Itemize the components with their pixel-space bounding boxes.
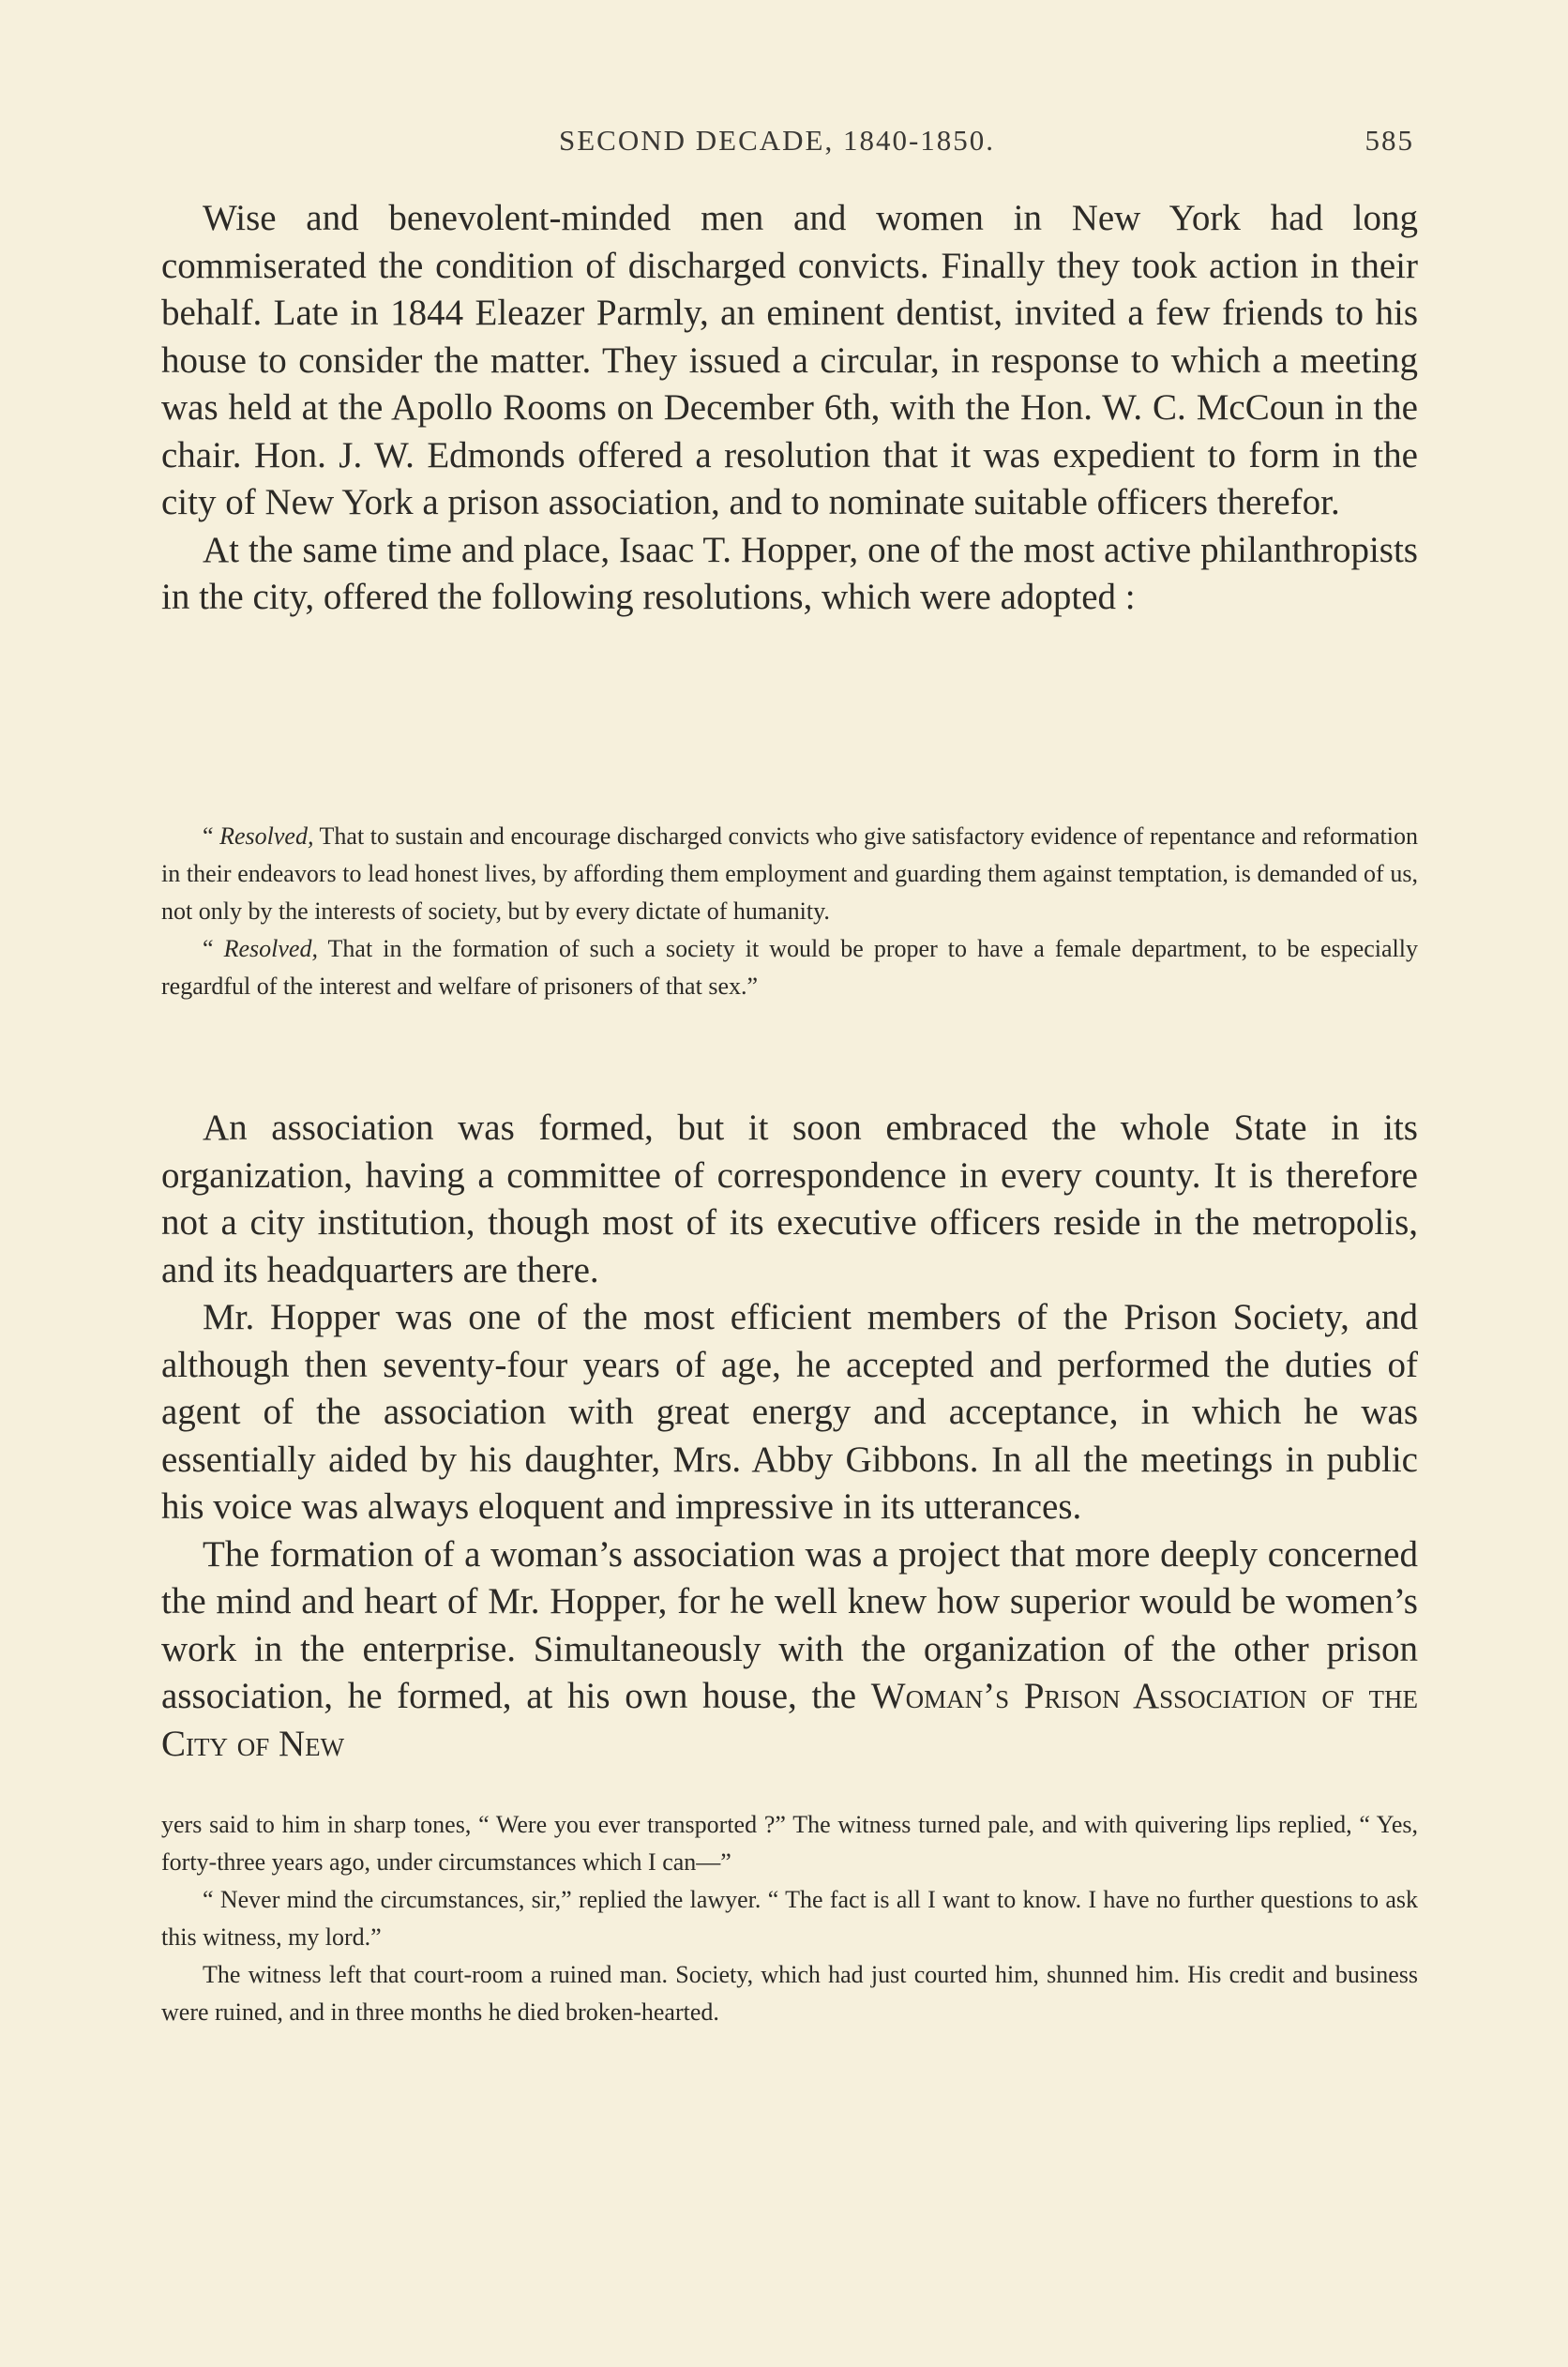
paragraph: Mr. Hopper was one of the most efficient members of the Prison Society, and although then seventy-four years of age, he accepted and performed the duties of agent of the association with great energy and acceptance, in which he was essentially aided by his daughter, Mrs. Abby Gibbons. In all the meetings in public his voice was always eloquent and impressive in its utterances.: [161, 1297, 1418, 1527]
footnote: [161, 1806, 1418, 2031]
body-text-top: [161, 195, 1418, 622]
resolution: [161, 818, 1418, 930]
paragraph: [161, 1531, 1418, 1769]
resolved-label: Resolved,: [219, 822, 314, 850]
body-text-bottom: [161, 1105, 1418, 1768]
paragraph-text: The formation of a woman’s association was a project that more deeply concerned the mind and heart of Mr. Hopper, for he well knew how superior would be women’s work in the enterprise. Simultaneously with the organization of the other prison association, he formed, at his own house, the: [161, 1533, 1418, 1716]
page-number: 585: [1364, 124, 1414, 157]
resolution: [161, 930, 1418, 1005]
resolved-label: Resolved,: [223, 935, 318, 962]
paragraph: At the same time and place, Isaac T. Hopper, one of the most active philanthropists in the city, offered the following resolutions, which were adopted :: [161, 529, 1418, 617]
footnote-paragraph: The witness left that court-room a ruined man. Society, which had just courted him, shunned him. His credit and business were ruined, and in three months he died broken-hearted.: [161, 1961, 1418, 2026]
resolution-text: That to sustain and encourage discharged convicts who give satisfactory evidence of repentance and reformation in their endeavors to lead honest lives, by affording them employment and guarding them against temptation, is demanded of us, not only by the interests of society, but by every dictate of humanity.: [161, 822, 1418, 925]
paragraph: Wise and benevolent-minded men and women in New York had long commiserated the condition of discharged convicts. Finally they took action in their behalf. Late in 1844 Eleazer Parmly, an eminent dentist, invited a few friends to his house to consider the matter. They issued a circular, in response to which a meeting was held at the Apollo Rooms on December 6th, with the Hon. W. C. McCoun in the chair. Hon. J. W. Edmonds offered a resolution that it was expedient to form in the city of New York a prison association, and to nominate suitable officers therefor.: [161, 198, 1418, 522]
footnote-paragraph: “ Never mind the circumstances, sir,” replied the lawyer. “ The fact is all I want to know. I have no further questions to ask this witness, my lord.”: [161, 1886, 1418, 1951]
association-name: Woman’s Prison Association of the City of New: [161, 1676, 1418, 1764]
resolution-text: That in the formation of such a society it would be proper to have a female department, to be especially regardful of the interest and welfare of prisoners of that sex.”: [161, 935, 1418, 1000]
resolutions-extract: [161, 818, 1418, 1005]
running-title: SECOND DECADE, 1840-1850.: [559, 124, 996, 157]
footnote-paragraph: yers said to him in sharp tones, “ Were you ever transported ?” The witness turned pale, and with quivering lips replied, “ Yes, forty-three years ago, under circumstances which I can—”: [161, 1811, 1418, 1876]
open-quote: “: [203, 822, 220, 850]
open-quote: “: [203, 935, 224, 962]
running-head: [0, 124, 1568, 161]
paragraph: An association was formed, but it soon embraced the whole State in its organization, having a committee of correspondence in every county. It is therefore not a city institution, though most of its executive officers reside in the metropolis, and its headquarters are there.: [161, 1108, 1418, 1290]
